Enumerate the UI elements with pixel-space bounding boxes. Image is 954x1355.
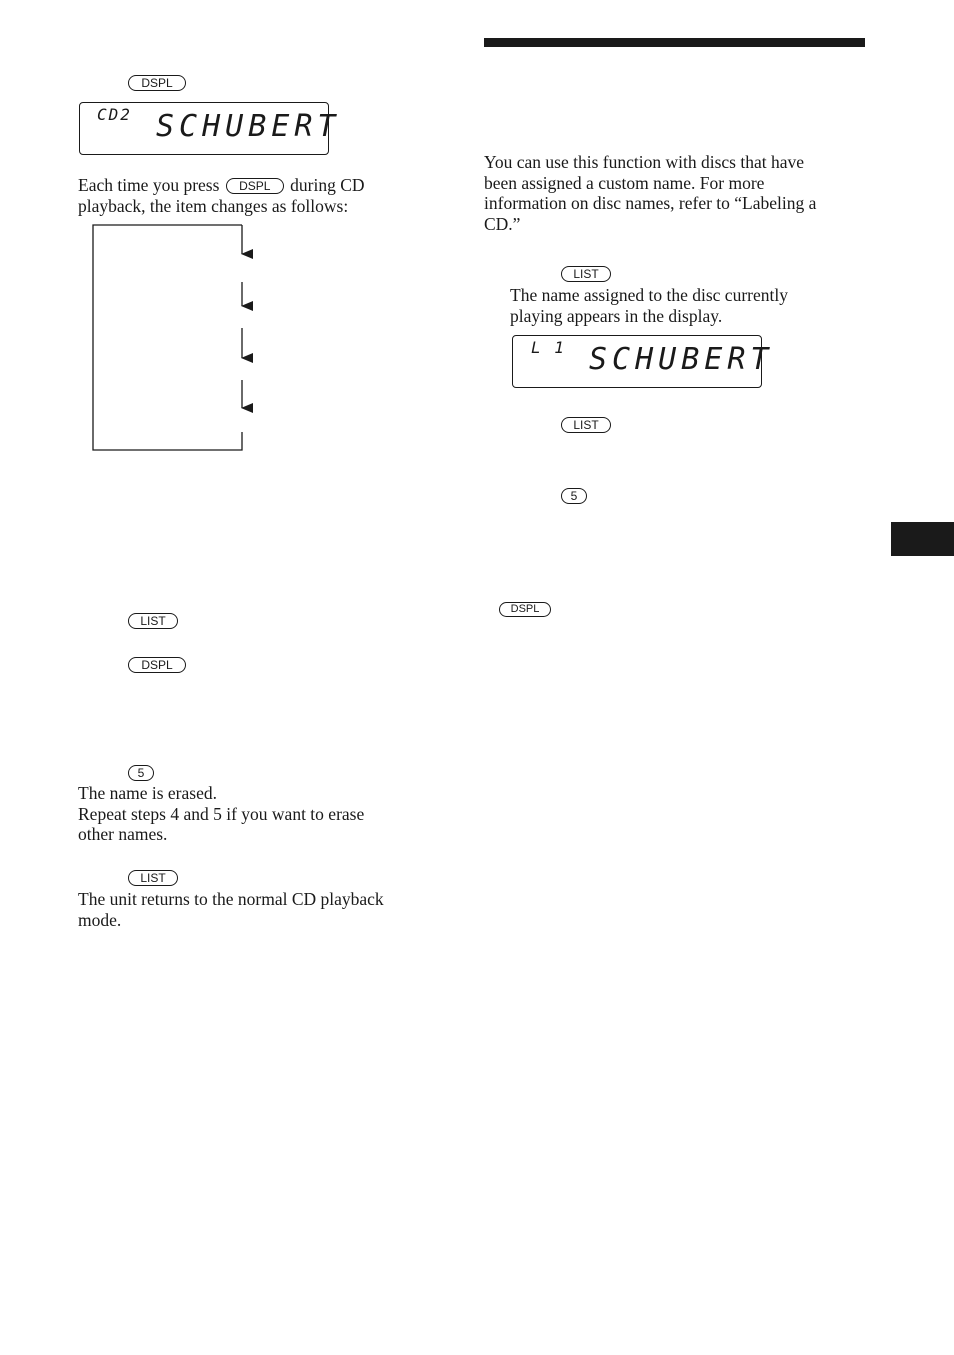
dspl-paragraph-line2: playback, the item changes as follows:: [78, 195, 349, 216]
lcd-list-indicator: L 1: [531, 338, 566, 357]
display-cycle-diagram: [88, 220, 258, 456]
dspl-key: DSPL: [128, 75, 186, 91]
list-key-final: LIST: [128, 870, 178, 886]
lcd-disc-name: SCHUBERT: [156, 109, 341, 144]
cycle-loop-line: [93, 225, 242, 450]
list-key-step1: LIST: [128, 613, 178, 629]
dspl-key-inline: DSPL: [226, 178, 284, 194]
step1-description: The name assigned to the disc currently playing appears in the display.: [510, 285, 788, 326]
erase-result-text: The name is erased. Repeat steps 4 and 5 if you want to erase other names.: [78, 783, 365, 844]
lcd-display-cd2: [79, 102, 341, 155]
dspl-paragraph: [78, 175, 438, 216]
lcd-disc-name-right: SCHUBERT: [589, 342, 774, 377]
lcd-disc-indicator: CD2: [97, 105, 132, 124]
intro-paragraph: You can use this function with discs that have been assigned a custom name. For more information on disc names, refer to “Labeling a CD.”: [484, 152, 817, 234]
dspl-key-step2: DSPL: [128, 657, 186, 673]
dspl-paragraph-line1: Each time you press DSPL during CD: [78, 175, 365, 195]
list-key-right-step2: LIST: [561, 417, 611, 433]
return-text: The unit returns to the normal CD playback mode.: [78, 889, 384, 930]
list-key-right-step1: LIST: [561, 266, 611, 282]
lcd-display-l1: [512, 335, 774, 388]
heading-rule: [484, 38, 865, 47]
number-5-key-right: 5: [561, 488, 587, 504]
section-thumb-tab: [891, 522, 954, 556]
dspl-key-note: DSPL: [499, 602, 551, 617]
number-5-key: 5: [128, 765, 154, 781]
